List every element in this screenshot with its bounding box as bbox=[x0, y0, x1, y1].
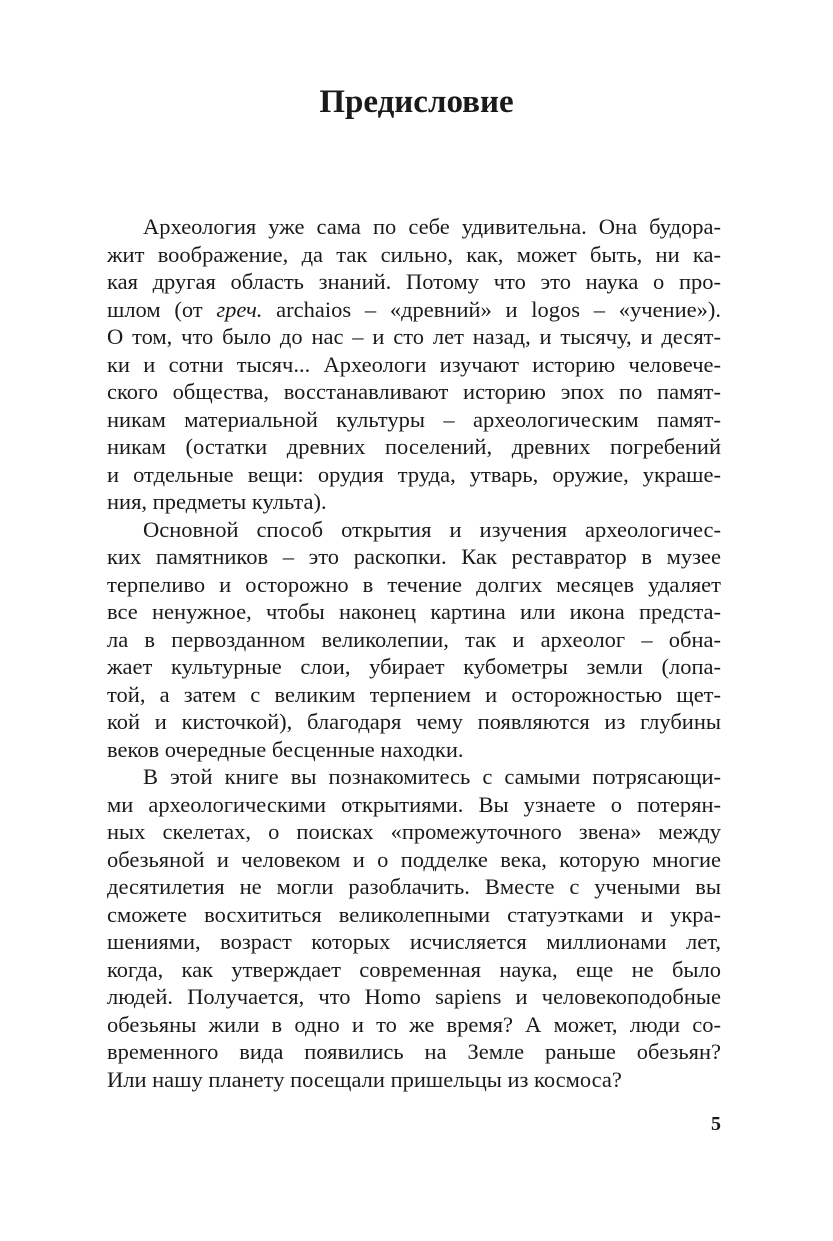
text-line: веков очередные бесценные находки. bbox=[107, 736, 464, 762]
body-text bbox=[107, 213, 721, 1093]
text-line: шлом (от греч. archaios – «древний» и logos – «учение»). bbox=[107, 296, 721, 322]
text-line: кой и кисточкой), благодаря чему появляются из глубины bbox=[107, 709, 721, 734]
page-title: Предисловие bbox=[319, 84, 514, 120]
text-line: жит воображение, да так сильно, как, может быть, ни ка- bbox=[107, 241, 721, 267]
text-line: ных скелетах, о поисках «промежуточного звена» между bbox=[107, 819, 721, 844]
text-line: десятилетия не могли разоблачить. Вместе с учеными вы bbox=[107, 874, 721, 899]
text-line: сможете восхититься великолепными статуэтками и укра- bbox=[107, 901, 721, 927]
text-line: Археология уже сама по себе удивительна. Она будора- bbox=[143, 214, 721, 239]
text-line: обезьяны жили в одно и то же время? А может, люди со- bbox=[107, 1011, 721, 1037]
text-line: ки и сотни тысяч... Археологи изучают историю человече- bbox=[107, 351, 721, 377]
text-line: О том, что было до нас – и сто лет назад, и тысячу, и десят- bbox=[107, 324, 721, 349]
text-line: обезьяной и человеком и о подделке века, которую многие bbox=[107, 846, 721, 872]
page-number: 5 bbox=[711, 1113, 721, 1135]
text-line: никам (остатки древних поселений, древних погребений bbox=[107, 434, 721, 459]
text-line: ла в первозданном великолепии, так и археолог – обна- bbox=[107, 626, 721, 652]
text-line: когда, как утверждает современная наука, еще не было bbox=[107, 956, 721, 982]
text-line: терпеливо и осторожно в течение долгих месяцев удаляет bbox=[107, 571, 721, 597]
text-line: жает культурные слои, убирает кубометры земли (лопа- bbox=[107, 654, 721, 679]
text-line: ких памятников – это раскопки. Как реставратор в музее bbox=[107, 544, 721, 569]
text-line: все ненужное, чтобы наконец картина или икона предста- bbox=[107, 599, 721, 624]
text-line: никам материальной культуры – археологическим памят- bbox=[107, 406, 721, 432]
text-line: ми археологическими открытиями. Вы узнаете о потерян- bbox=[107, 791, 721, 817]
text-line: Основной способ открытия и изучения археологичес- bbox=[143, 516, 721, 542]
text-line: Или нашу планету посещали пришельцы из космоса? bbox=[107, 1066, 622, 1092]
text-line: людей. Получается, что Homo sapiens и человекоподобные bbox=[107, 984, 721, 1009]
text-line: шениями, возраст которых исчисляется миллионами лет, bbox=[107, 929, 721, 954]
italic-abbreviation: греч. bbox=[216, 296, 263, 322]
text-line: кая другая область знаний. Потому что это наука о про- bbox=[107, 269, 721, 294]
text-line: временного вида появились на Земле раньше обезьян? bbox=[107, 1039, 721, 1064]
text-line: ния, предметы культа). bbox=[107, 489, 327, 514]
text-line: ского общества, восстанавливают историю эпох по памят- bbox=[107, 379, 721, 404]
text-line: той, а затем с великим терпением и осторожностью щет- bbox=[107, 681, 721, 707]
text-line: В этой книге вы познакомитесь с самыми потрясающи- bbox=[143, 764, 721, 789]
text-line: и отдельные вещи: орудия труда, утварь, оружие, украше- bbox=[107, 461, 721, 487]
